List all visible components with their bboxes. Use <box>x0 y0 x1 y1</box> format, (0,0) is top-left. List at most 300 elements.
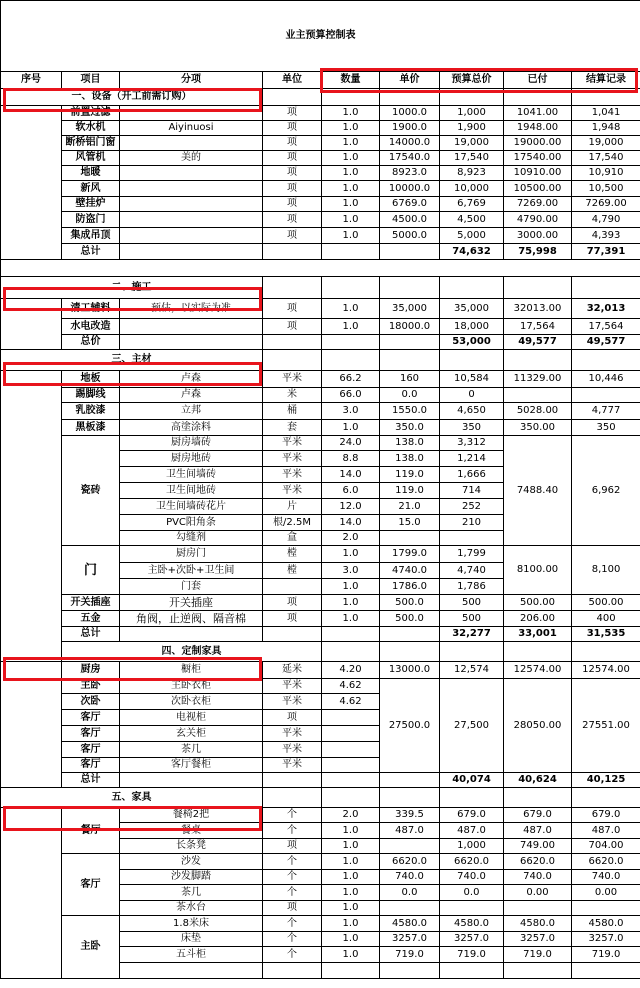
table-cell: 2.0 <box>322 531 380 546</box>
table-cell: 12,574 <box>440 662 504 679</box>
table-cell <box>572 388 640 403</box>
header-paid: 已付 <box>504 72 572 89</box>
table-cell <box>504 388 572 403</box>
table-cell: 4,393 <box>572 228 640 244</box>
table-cell: 75,998 <box>504 244 572 260</box>
header-row <box>1 72 640 89</box>
table-cell: 1,214 <box>440 451 504 467</box>
table-cell: 7269.00 <box>504 197 572 212</box>
table-cell <box>440 788 504 808</box>
table-cell: 33,001 <box>504 627 572 642</box>
table-cell <box>380 350 440 371</box>
table-cell: 8,100 <box>572 546 640 595</box>
table-cell: 1.0 <box>322 839 380 854</box>
table-cell: 749.00 <box>504 839 572 854</box>
table-cell: 门套 <box>120 579 263 595</box>
table-cell <box>380 901 440 916</box>
table-row <box>1 197 640 212</box>
table-cell <box>1 808 62 979</box>
table-row <box>1 595 640 611</box>
table-cell: 4580.0 <box>440 916 504 932</box>
table-cell <box>322 350 380 371</box>
table-cell: 新风 <box>62 181 120 197</box>
table-row <box>1 808 640 823</box>
table-cell: 487.0 <box>504 823 572 839</box>
table-cell: 14000.0 <box>380 136 440 151</box>
table-cell: 1.0 <box>322 947 380 963</box>
table-cell <box>1 260 640 277</box>
table-cell: 长条凳 <box>120 839 263 854</box>
table-cell: 32013.00 <box>504 299 572 319</box>
table-cell <box>380 335 440 350</box>
table-cell: 卫生间墙砖花片 <box>120 499 263 515</box>
table-cell: 防盗门 <box>62 212 120 228</box>
table-row <box>1 854 640 870</box>
header-quantity: 数量 <box>322 72 380 89</box>
table-cell: 项 <box>263 710 322 726</box>
table-cell: 主卧 <box>62 679 120 694</box>
table-cell: 500 <box>440 595 504 611</box>
table-cell: 350.0 <box>380 420 440 436</box>
table-cell <box>572 788 640 808</box>
table-cell: 主卧 <box>62 916 120 979</box>
header-settlement: 结算记录 <box>572 72 640 89</box>
table-cell: 厨房地砖 <box>120 451 263 467</box>
table-row <box>1 388 640 403</box>
table-cell: 0.0 <box>440 885 504 901</box>
table-cell: 500.00 <box>504 595 572 611</box>
table-cell <box>322 627 380 642</box>
table-cell: 1,041 <box>572 106 640 121</box>
table-row <box>1 299 640 319</box>
table-cell: 桶 <box>263 403 322 420</box>
table-cell <box>120 197 263 212</box>
table-cell: 1.0 <box>322 579 380 595</box>
table-cell: 21.0 <box>380 499 440 515</box>
table-row <box>1 151 640 166</box>
table-cell: 1.0 <box>322 595 380 611</box>
section-title: 一、设备（开工前需订购） <box>1 89 263 106</box>
table-cell: 12574.00 <box>572 662 640 679</box>
table-row <box>1 611 640 627</box>
table-cell: 4,790 <box>572 212 640 228</box>
table-cell: 平米 <box>263 758 322 773</box>
table-cell: 66.0 <box>322 388 380 403</box>
table-cell: 350.00 <box>504 420 572 436</box>
table-cell <box>322 788 380 808</box>
table-cell: 12574.00 <box>504 662 572 679</box>
table-cell: 14.0 <box>322 467 380 483</box>
table-cell: 总计 <box>62 244 120 260</box>
table-cell: 1.0 <box>322 106 380 121</box>
table-cell: 4790.00 <box>504 212 572 228</box>
table-cell: 项 <box>263 212 322 228</box>
table-cell: 3000.00 <box>504 228 572 244</box>
table-cell: 6.0 <box>322 483 380 499</box>
table-cell: 19000.00 <box>504 136 572 151</box>
table-cell <box>322 710 380 726</box>
table-cell: 10000.0 <box>380 181 440 197</box>
table-cell: 3257.0 <box>440 932 504 947</box>
table-cell: 3.0 <box>322 403 380 420</box>
table-cell: 客厅 <box>62 742 120 758</box>
table-cell: 1.0 <box>322 546 380 563</box>
table-cell: 清工辅料 <box>62 299 120 319</box>
table-cell <box>263 963 322 979</box>
table-cell <box>380 277 440 299</box>
table-cell: 4.62 <box>322 679 380 694</box>
table-cell: 3257.0 <box>380 932 440 947</box>
table-row <box>1 916 640 932</box>
table-cell: 206.00 <box>504 611 572 627</box>
table-cell: 水电改造 <box>62 319 120 335</box>
table-cell: 1.0 <box>322 166 380 181</box>
table-cell: 4740.0 <box>380 563 440 579</box>
table-cell: 个 <box>263 854 322 870</box>
section-title: 四、定制家具 <box>62 642 322 662</box>
table-cell: 高塗涂料 <box>120 420 263 436</box>
table-cell: 27500.0 <box>380 679 440 773</box>
table-cell <box>504 89 572 106</box>
table-cell: 10,500 <box>572 181 640 197</box>
table-cell: 客厅 <box>62 710 120 726</box>
table-cell: 个 <box>263 916 322 932</box>
table-cell: 40,624 <box>504 773 572 788</box>
table-cell <box>504 901 572 916</box>
table-cell <box>572 350 640 371</box>
table-cell: 1.0 <box>322 319 380 335</box>
table-cell: 8100.00 <box>504 546 572 595</box>
table-cell: 客厅 <box>62 758 120 773</box>
table-cell: 沙发 <box>120 854 263 870</box>
table-cell: 1,666 <box>440 467 504 483</box>
table-cell: 5,000 <box>440 228 504 244</box>
table-cell: 个 <box>263 885 322 901</box>
table-cell: 1.0 <box>322 228 380 244</box>
table-cell: 平米 <box>263 467 322 483</box>
table-cell: 0 <box>440 388 504 403</box>
total-row <box>1 773 640 788</box>
table-cell: 719.0 <box>440 947 504 963</box>
table-cell <box>322 642 380 662</box>
table-cell <box>380 642 440 662</box>
table-cell: 27,500 <box>440 679 504 773</box>
table-cell: 6620.0 <box>380 854 440 870</box>
table-cell: 1.8米床 <box>120 916 263 932</box>
table-cell: 252 <box>440 499 504 515</box>
table-cell: 项 <box>263 166 322 181</box>
table-row <box>1 319 640 335</box>
table-cell <box>120 212 263 228</box>
table-cell: 1,799 <box>440 546 504 563</box>
table-cell: 49,577 <box>572 335 640 350</box>
table-cell: 项 <box>263 151 322 166</box>
table-cell: 1.0 <box>322 420 380 436</box>
table-cell: 32,277 <box>440 627 504 642</box>
table-cell <box>120 166 263 181</box>
table-cell: 160 <box>380 371 440 388</box>
table-cell: 19,000 <box>440 136 504 151</box>
table-cell: 项 <box>263 136 322 151</box>
table-cell: 679.0 <box>572 808 640 823</box>
table-cell <box>322 773 380 788</box>
table-cell: 个 <box>263 870 322 885</box>
table-cell <box>504 350 572 371</box>
table-cell: 487.0 <box>440 823 504 839</box>
table-cell: 项 <box>263 901 322 916</box>
table-cell: 6,962 <box>572 436 640 546</box>
table-cell: 500 <box>440 611 504 627</box>
table-row <box>1 121 640 136</box>
table-cell <box>1 106 62 260</box>
table-cell <box>380 244 440 260</box>
table-cell <box>322 335 380 350</box>
table-cell: 1,900 <box>440 121 504 136</box>
table-cell: 1550.0 <box>380 403 440 420</box>
table-cell: 18,000 <box>440 319 504 335</box>
table-cell: 1786.0 <box>380 579 440 595</box>
table-cell <box>380 839 440 854</box>
table-cell <box>263 627 322 642</box>
table-cell: Aiyinuosi <box>120 121 263 136</box>
table-row <box>1 371 640 388</box>
table-cell: 个 <box>263 823 322 839</box>
table-cell: 6,769 <box>440 197 504 212</box>
table-cell: 400 <box>572 611 640 627</box>
table-cell: 床垫 <box>120 932 263 947</box>
table-cell: 开关插座 <box>120 595 263 611</box>
table-cell: 17,564 <box>572 319 640 335</box>
table-cell: 4580.0 <box>504 916 572 932</box>
table-row <box>1 420 640 436</box>
table-cell: 17,540 <box>440 151 504 166</box>
table-cell: 53,000 <box>440 335 504 350</box>
table-cell: 138.0 <box>380 451 440 467</box>
table-cell: 77,391 <box>572 244 640 260</box>
table-cell: 项 <box>263 595 322 611</box>
table-cell: 6620.0 <box>440 854 504 870</box>
table-cell: 软水机 <box>62 121 120 136</box>
table-cell: 5000.0 <box>380 228 440 244</box>
table-cell <box>322 758 380 773</box>
table-cell: 1900.0 <box>380 121 440 136</box>
table-cell: 7269.00 <box>572 197 640 212</box>
table-cell: 17,564 <box>504 319 572 335</box>
table-cell <box>120 136 263 151</box>
table-cell: 1,000 <box>440 839 504 854</box>
table-cell: 1041.00 <box>504 106 572 121</box>
table-cell <box>322 963 380 979</box>
table-cell: 立邦 <box>120 403 263 420</box>
table-cell: 10910.00 <box>504 166 572 181</box>
table-cell: 门 <box>62 546 120 595</box>
table-cell <box>380 963 440 979</box>
table-cell <box>120 244 263 260</box>
table-cell <box>322 277 380 299</box>
table-cell: 主卧衣柜 <box>120 679 263 694</box>
table-cell: 679.0 <box>440 808 504 823</box>
table-row <box>1 106 640 121</box>
table-cell: 瓷砖 <box>62 436 120 546</box>
table-cell: 17540.00 <box>504 151 572 166</box>
table-cell: 1,000 <box>440 106 504 121</box>
table-cell: 49,577 <box>504 335 572 350</box>
table-cell: 3257.0 <box>572 932 640 947</box>
table-cell: 美的 <box>120 151 263 166</box>
table-cell <box>380 531 440 546</box>
table-cell: 项 <box>263 106 322 121</box>
table-cell: 片 <box>263 499 322 515</box>
table-cell: 壁挂炉 <box>62 197 120 212</box>
table-cell <box>263 788 322 808</box>
section-title: 二、施工 <box>1 277 263 299</box>
table-cell: 339.5 <box>380 808 440 823</box>
table-cell <box>380 773 440 788</box>
table-cell: 预估，以实际为准 <box>120 299 263 319</box>
table-cell: 3257.0 <box>504 932 572 947</box>
table-cell: 套 <box>263 420 322 436</box>
table-cell: 8.8 <box>322 451 380 467</box>
table-cell: 24.0 <box>322 436 380 451</box>
table-cell: 1.0 <box>322 932 380 947</box>
table-cell: 4,500 <box>440 212 504 228</box>
table-cell: 茶几 <box>120 742 263 758</box>
table-cell: 厨房门 <box>120 546 263 563</box>
table-row <box>1 228 640 244</box>
table-cell: 138.0 <box>380 436 440 451</box>
table-cell: 35,000 <box>380 299 440 319</box>
table-cell <box>120 106 263 121</box>
table-cell <box>322 726 380 742</box>
table-cell: 32,013 <box>572 299 640 319</box>
table-cell: 4,740 <box>440 563 504 579</box>
table-cell: 10,000 <box>440 181 504 197</box>
table-cell <box>572 963 640 979</box>
section-title: 五、家具 <box>1 788 263 808</box>
table-cell: 米 <box>263 388 322 403</box>
table-cell: 卢森 <box>120 371 263 388</box>
table-cell: 踢脚线 <box>62 388 120 403</box>
table-cell: 1.0 <box>322 197 380 212</box>
header-unit: 单位 <box>263 72 322 89</box>
table-cell: 210 <box>440 515 504 531</box>
table-row <box>1 679 640 694</box>
table-cell <box>572 89 640 106</box>
table-cell: 樘 <box>263 563 322 579</box>
table-cell: 6620.0 <box>504 854 572 870</box>
table-cell: 平米 <box>263 436 322 451</box>
table-cell: 6769.0 <box>380 197 440 212</box>
table-cell: 次卧衣柜 <box>120 694 263 710</box>
table-cell: 0.00 <box>504 885 572 901</box>
table-cell: 1.0 <box>322 916 380 932</box>
table-cell <box>120 627 263 642</box>
table-cell: 40,074 <box>440 773 504 788</box>
table-cell: 4.20 <box>322 662 380 679</box>
table-cell: 10,910 <box>572 166 640 181</box>
table-cell: 茶几 <box>120 885 263 901</box>
table-cell <box>263 277 322 299</box>
table-cell: 11329.00 <box>504 371 572 388</box>
table-cell: 1.0 <box>322 212 380 228</box>
table-cell <box>322 742 380 758</box>
table-cell: 1.0 <box>322 151 380 166</box>
table-cell: 740.0 <box>572 870 640 885</box>
table-cell <box>1 371 62 662</box>
table-cell <box>263 335 322 350</box>
table-cell: 项 <box>263 839 322 854</box>
total-row <box>1 335 640 350</box>
header-budget-total: 预算总价 <box>440 72 504 89</box>
table-row <box>1 136 640 151</box>
table-cell: 延米 <box>263 662 322 679</box>
table-cell: 1,786 <box>440 579 504 595</box>
table-cell: 1.0 <box>322 870 380 885</box>
table-cell: 8,923 <box>440 166 504 181</box>
table-cell: 1.0 <box>322 299 380 319</box>
table-cell: 4580.0 <box>380 916 440 932</box>
table-cell <box>440 350 504 371</box>
table-cell: 4500.0 <box>380 212 440 228</box>
table-cell: 7488.40 <box>504 436 572 546</box>
table-cell: 项 <box>263 197 322 212</box>
table-cell: 1.0 <box>322 885 380 901</box>
table-cell: 119.0 <box>380 467 440 483</box>
table-cell: 28050.00 <box>504 679 572 773</box>
table-cell: 66.2 <box>322 371 380 388</box>
table-cell: 卫生间墙砖 <box>120 467 263 483</box>
table-cell: 1.0 <box>322 854 380 870</box>
table-cell: 5028.00 <box>504 403 572 420</box>
table-cell: 3.0 <box>322 563 380 579</box>
table-cell <box>380 788 440 808</box>
table-cell: 350 <box>572 420 640 436</box>
table-cell: 沙发脚踏 <box>120 870 263 885</box>
table-cell: 40,125 <box>572 773 640 788</box>
table-cell: 740.0 <box>504 870 572 885</box>
page-title: 业主预算控制表 <box>1 1 640 72</box>
table-cell: 前置过滤 <box>62 106 120 121</box>
table-cell <box>120 228 263 244</box>
table-cell: 樘 <box>263 546 322 563</box>
table-cell: 茶水台 <box>120 901 263 916</box>
table-cell: 项 <box>263 319 322 335</box>
table-row <box>1 403 640 420</box>
table-cell: 盒 <box>263 531 322 546</box>
table-cell <box>572 642 640 662</box>
table-cell: 2.0 <box>322 808 380 823</box>
table-cell: 4.62 <box>322 694 380 710</box>
table-cell: 4,650 <box>440 403 504 420</box>
table-cell: 厨房墙砖 <box>120 436 263 451</box>
table-row <box>1 212 640 228</box>
table-cell: 350 <box>440 420 504 436</box>
table-cell <box>440 642 504 662</box>
table-cell: 平米 <box>263 371 322 388</box>
table-cell <box>120 181 263 197</box>
table-cell: 平米 <box>263 726 322 742</box>
total-row <box>1 627 640 642</box>
table-row <box>1 546 640 563</box>
table-cell: 卫生间地砖 <box>120 483 263 499</box>
table-row <box>1 436 640 451</box>
table-cell: 8923.0 <box>380 166 440 181</box>
table-cell <box>120 335 263 350</box>
table-cell: 餐椅2把 <box>120 808 263 823</box>
table-cell: 五斗柜 <box>120 947 263 963</box>
table-cell <box>1 662 62 788</box>
table-cell: 个 <box>263 808 322 823</box>
